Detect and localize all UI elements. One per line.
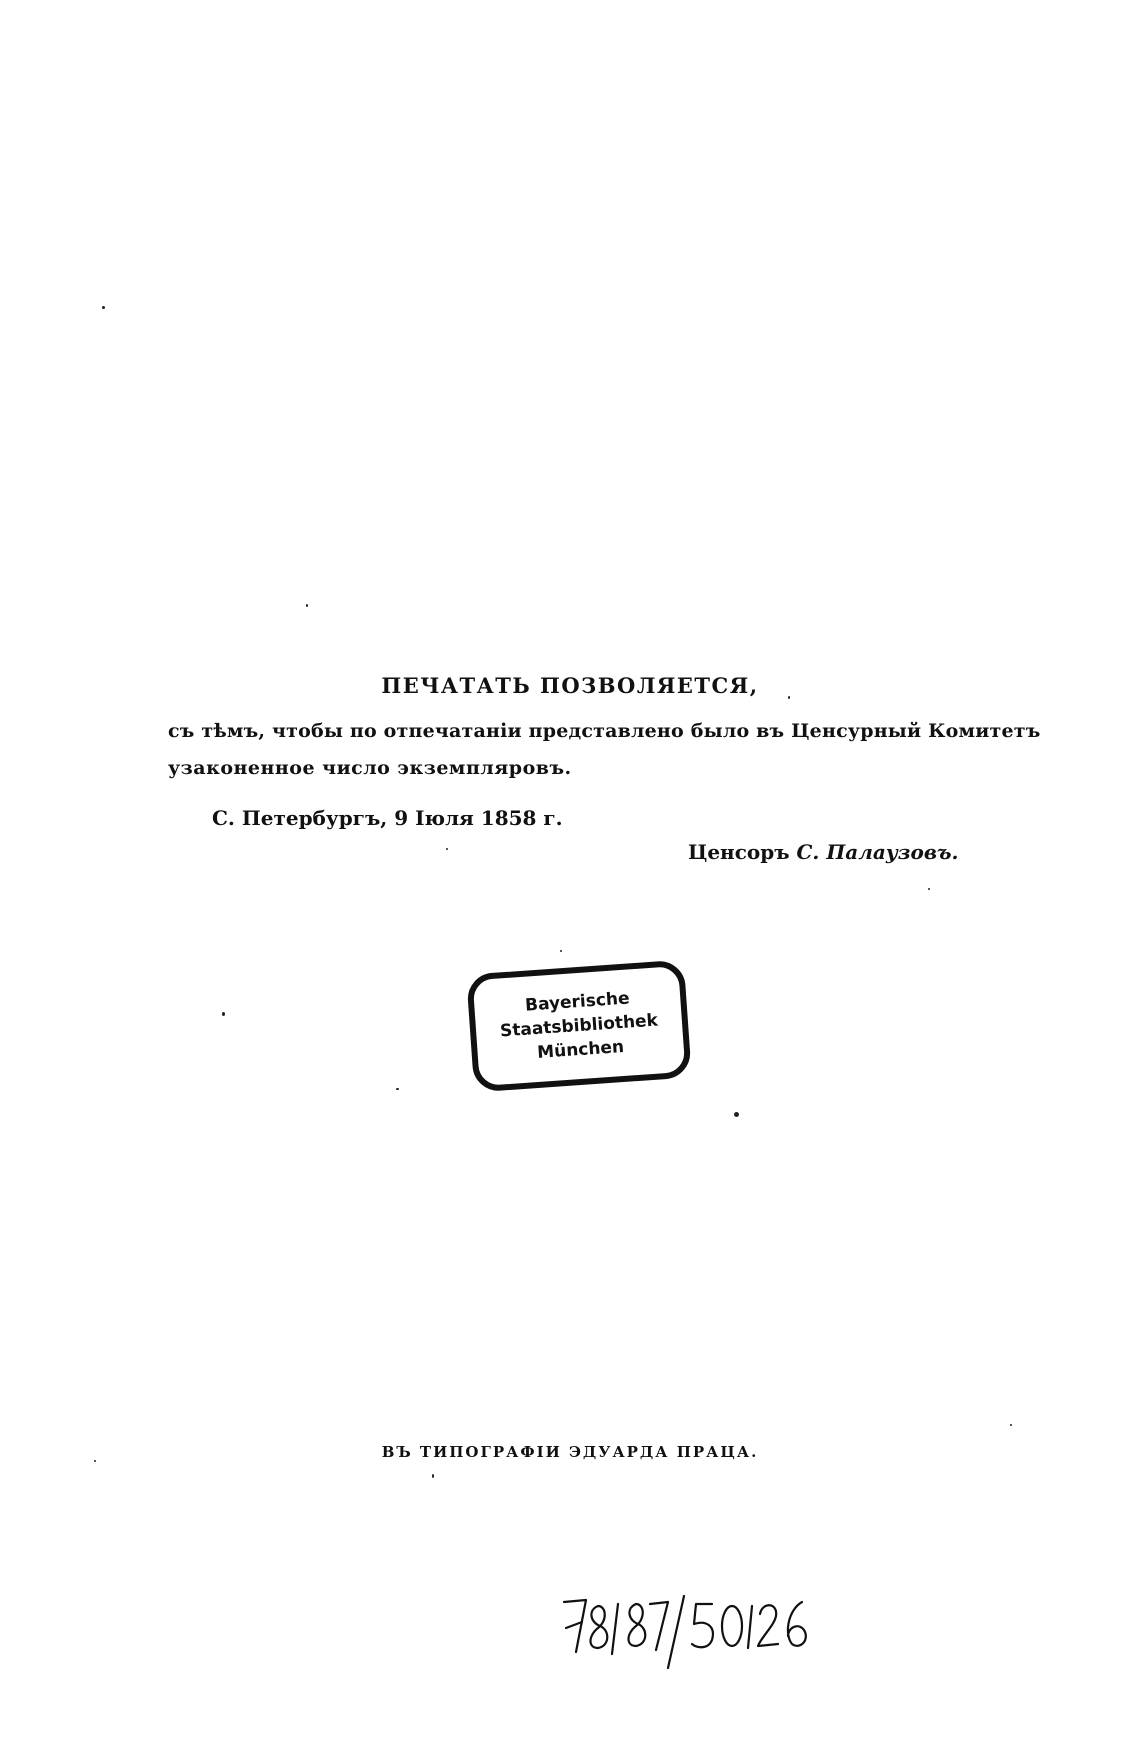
scan-speck — [222, 1012, 225, 1016]
scan-speck — [1010, 1424, 1012, 1426]
scan-speck — [102, 306, 105, 309]
scan-speck — [396, 1088, 399, 1090]
censor-name: С. Палаузовъ. — [796, 840, 959, 864]
handwritten-shelfmark — [556, 1592, 826, 1676]
stamp-line-3: München — [536, 1036, 625, 1063]
printer-imprint: ВЪ ТИПОГРАФІИ ЭДУАРДА ПРАЦА. — [381, 1443, 759, 1461]
permission-text-line-2: узаконенное число экземпляровъ. — [168, 757, 572, 779]
library-stamp-graphic — [473, 966, 686, 1086]
scan-speck — [928, 888, 930, 890]
scan-speck — [788, 696, 790, 699]
stamp-line-1: Bayerische — [524, 988, 631, 1016]
library-stamp — [466, 960, 692, 1093]
permission-heading: ПЕЧАТАТЬ ПОЗВОЛЯЕТСЯ, — [381, 673, 759, 698]
stamp-line-2: Staatsbibliothek — [499, 1010, 659, 1042]
shelfmark-handwriting — [556, 1592, 826, 1672]
scan-speck — [94, 1460, 96, 1462]
place-and-date: С. Петербургъ, 9 Іюля 1858 г. — [212, 806, 563, 830]
scan-speck — [560, 950, 562, 952]
permission-text-line-1: съ тѣмъ, чтобы по отпечатаніи представлено было въ Ценсурный Комитетъ — [168, 720, 1041, 742]
scan-speck — [306, 604, 308, 607]
censor-title: Ценсоръ — [688, 840, 790, 864]
censor-signature — [688, 840, 959, 864]
scan-speck — [734, 1112, 739, 1117]
scan-speck — [446, 848, 448, 850]
scan-speck — [432, 1474, 434, 1478]
